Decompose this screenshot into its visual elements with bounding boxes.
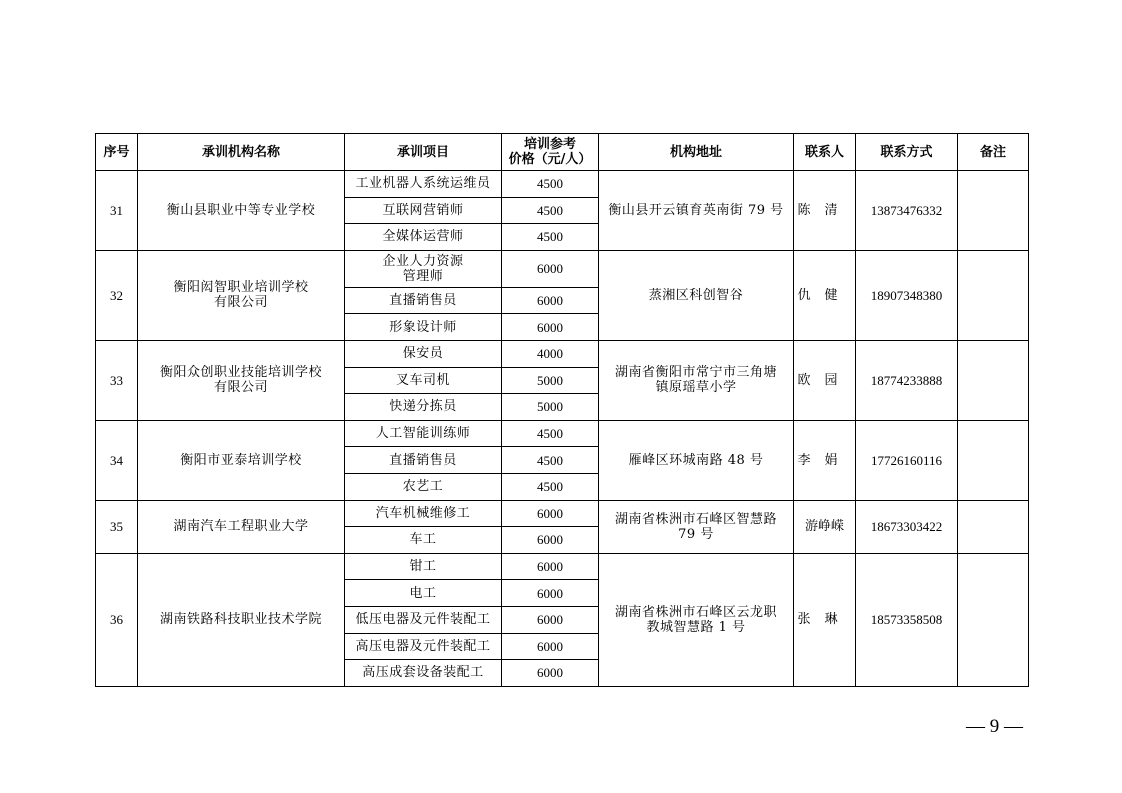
project-cell: [345, 447, 502, 474]
table-row: [96, 553, 1029, 580]
org-name-cell: [138, 171, 345, 251]
org-name-line: 衡阳市亚泰培训学校: [180, 452, 302, 468]
address-line: 雁峰区环城南路 48 号: [628, 452, 764, 468]
org-name-line: 衡阳闳智职业培训学校: [173, 280, 309, 296]
note-cell: [958, 420, 1029, 500]
price-cell: 6000: [502, 580, 599, 607]
table-row: [96, 340, 1029, 367]
project-name-line: 保安员: [402, 346, 444, 362]
project-cell: [345, 314, 502, 341]
project-cell: [345, 553, 502, 580]
address-line: 蒸湘区科创智谷: [648, 287, 744, 303]
project-cell: [345, 287, 502, 314]
note-cell: [958, 500, 1029, 553]
project-cell: [345, 633, 502, 660]
price-cell: 4500: [502, 473, 599, 500]
table-row: [96, 171, 1029, 198]
price-cell: 6000: [502, 287, 599, 314]
phone-cell: 18774233888: [856, 340, 958, 420]
phone-cell: 17726160116: [856, 420, 958, 500]
org-name-line: 衡阳众创职业技能培训学校: [159, 365, 322, 381]
project-cell: [345, 171, 502, 198]
project-cell: [345, 250, 502, 287]
note-cell: [958, 553, 1029, 686]
contact-cell: 欧园: [794, 340, 856, 420]
org-name-cell: [138, 340, 345, 420]
org-name-cell: [138, 420, 345, 500]
project-name-line: 直播销售员: [389, 452, 457, 468]
project-name-line: 汽车机械维修工: [375, 505, 471, 521]
project-name-line: 农艺工: [402, 479, 444, 495]
note-cell: [958, 171, 1029, 251]
project-cell: [345, 224, 502, 251]
phone-cell: 13873476332: [856, 171, 958, 251]
price-cell: 6000: [502, 633, 599, 660]
project-cell: [345, 197, 502, 224]
project-name-line: 管理师: [402, 268, 444, 284]
project-name-line: 车工: [409, 532, 437, 548]
header-note: 备注: [958, 134, 1029, 171]
price-cell: 6000: [502, 527, 599, 554]
contact-cell: 仇健: [794, 250, 856, 340]
price-cell: 4500: [502, 197, 599, 224]
project-cell: [345, 660, 502, 687]
note-cell: [958, 340, 1029, 420]
table-row: [96, 500, 1029, 527]
project-cell: [345, 394, 502, 421]
project-cell: [345, 500, 502, 527]
address-line: 79 号: [678, 526, 714, 542]
org-name-cell: [138, 500, 345, 553]
project-name-line: 人工智能训练师: [375, 426, 471, 442]
seq-cell: 35: [96, 500, 138, 553]
address-cell: [599, 500, 794, 553]
project-cell: [345, 367, 502, 394]
project-name-line: 高压电器及元件装配工: [355, 638, 491, 654]
header-org: 承训机构名称: [138, 134, 345, 171]
table-row: [96, 250, 1029, 287]
header-price-line1: 培训参考: [523, 137, 576, 152]
project-name-line: 企业人力资源: [382, 253, 464, 269]
price-cell: 6000: [502, 660, 599, 687]
project-name-line: 电工: [409, 585, 437, 601]
address-line: 衡山县开云镇育英南街 79 号: [608, 202, 784, 218]
price-cell: 5000: [502, 394, 599, 421]
header-price-line2: 价格（元/人）: [508, 152, 592, 167]
price-cell: 6000: [502, 553, 599, 580]
project-name-line: 叉车司机: [395, 372, 450, 388]
org-name-cell: [138, 553, 345, 686]
address-cell: [599, 250, 794, 340]
address-cell: [599, 420, 794, 500]
address-cell: [599, 340, 794, 420]
project-cell: [345, 606, 502, 633]
contact-cell: 张琳: [794, 553, 856, 686]
address-line: 镇原瑶草小学: [655, 380, 737, 396]
price-cell: 6000: [502, 500, 599, 527]
project-cell: [345, 340, 502, 367]
header-contact: 联系人: [794, 134, 856, 171]
project-cell: [345, 580, 502, 607]
header-address: 机构地址: [599, 134, 794, 171]
org-name-line: 衡山县职业中等专业学校: [166, 202, 316, 218]
org-name-line: 有限公司: [213, 380, 268, 396]
contact-cell: 李娟: [794, 420, 856, 500]
address-line: 湖南省衡阳市常宁市三角塘: [614, 365, 777, 381]
project-name-line: 高压成套设备装配工: [362, 665, 484, 681]
price-cell: 6000: [502, 250, 599, 287]
training-institution-table: [95, 133, 1029, 687]
seq-cell: 31: [96, 171, 138, 251]
address-line: 湖南省株洲市石峰区云龙职: [614, 604, 777, 620]
header-phone: 联系方式: [856, 134, 958, 171]
org-name-line: 湖南铁路科技职业技术学院: [159, 612, 322, 628]
project-name-line: 直播销售员: [389, 293, 457, 309]
price-cell: 6000: [502, 606, 599, 633]
phone-cell: 18573358508: [856, 553, 958, 686]
header-price: [502, 134, 599, 171]
project-name-line: 全媒体运营师: [382, 229, 464, 245]
table-body: [96, 171, 1029, 687]
project-name-line: 互联网营销师: [382, 202, 464, 218]
note-cell: [958, 250, 1029, 340]
seq-cell: 36: [96, 553, 138, 686]
phone-cell: 18673303422: [856, 500, 958, 553]
price-cell: 4500: [502, 420, 599, 447]
price-cell: 5000: [502, 367, 599, 394]
address-cell: [599, 553, 794, 686]
phone-cell: 18907348380: [856, 250, 958, 340]
page-number: — 9 —: [966, 716, 1023, 737]
seq-cell: 33: [96, 340, 138, 420]
project-name-line: 快递分拣员: [389, 399, 457, 415]
contact-cell: 游峥嵘: [794, 500, 856, 553]
project-name-line: 工业机器人系统运维员: [355, 176, 491, 192]
address-line: 湖南省株洲市石峰区智慧路: [614, 511, 777, 527]
header-project: 承训项目: [345, 134, 502, 171]
price-cell: 4500: [502, 224, 599, 251]
project-cell: [345, 473, 502, 500]
address-line: 教城智慧路 1 号: [646, 619, 746, 635]
org-name-line: 有限公司: [213, 295, 268, 311]
seq-cell: 34: [96, 420, 138, 500]
price-cell: 6000: [502, 314, 599, 341]
project-name-line: 钳工: [409, 559, 437, 575]
price-cell: 4500: [502, 171, 599, 198]
header-seq: 序号: [96, 134, 138, 171]
project-cell: [345, 527, 502, 554]
project-cell: [345, 420, 502, 447]
price-cell: 4000: [502, 340, 599, 367]
project-name-line: 形象设计师: [389, 319, 457, 335]
header-row: [96, 134, 1029, 171]
org-name-line: 湖南汽车工程职业大学: [173, 519, 309, 535]
address-cell: [599, 171, 794, 251]
org-name-cell: [138, 250, 345, 340]
contact-cell: 陈清: [794, 171, 856, 251]
project-name-line: 低压电器及元件装配工: [355, 612, 491, 628]
seq-cell: 32: [96, 250, 138, 340]
table-row: [96, 420, 1029, 447]
price-cell: 4500: [502, 447, 599, 474]
